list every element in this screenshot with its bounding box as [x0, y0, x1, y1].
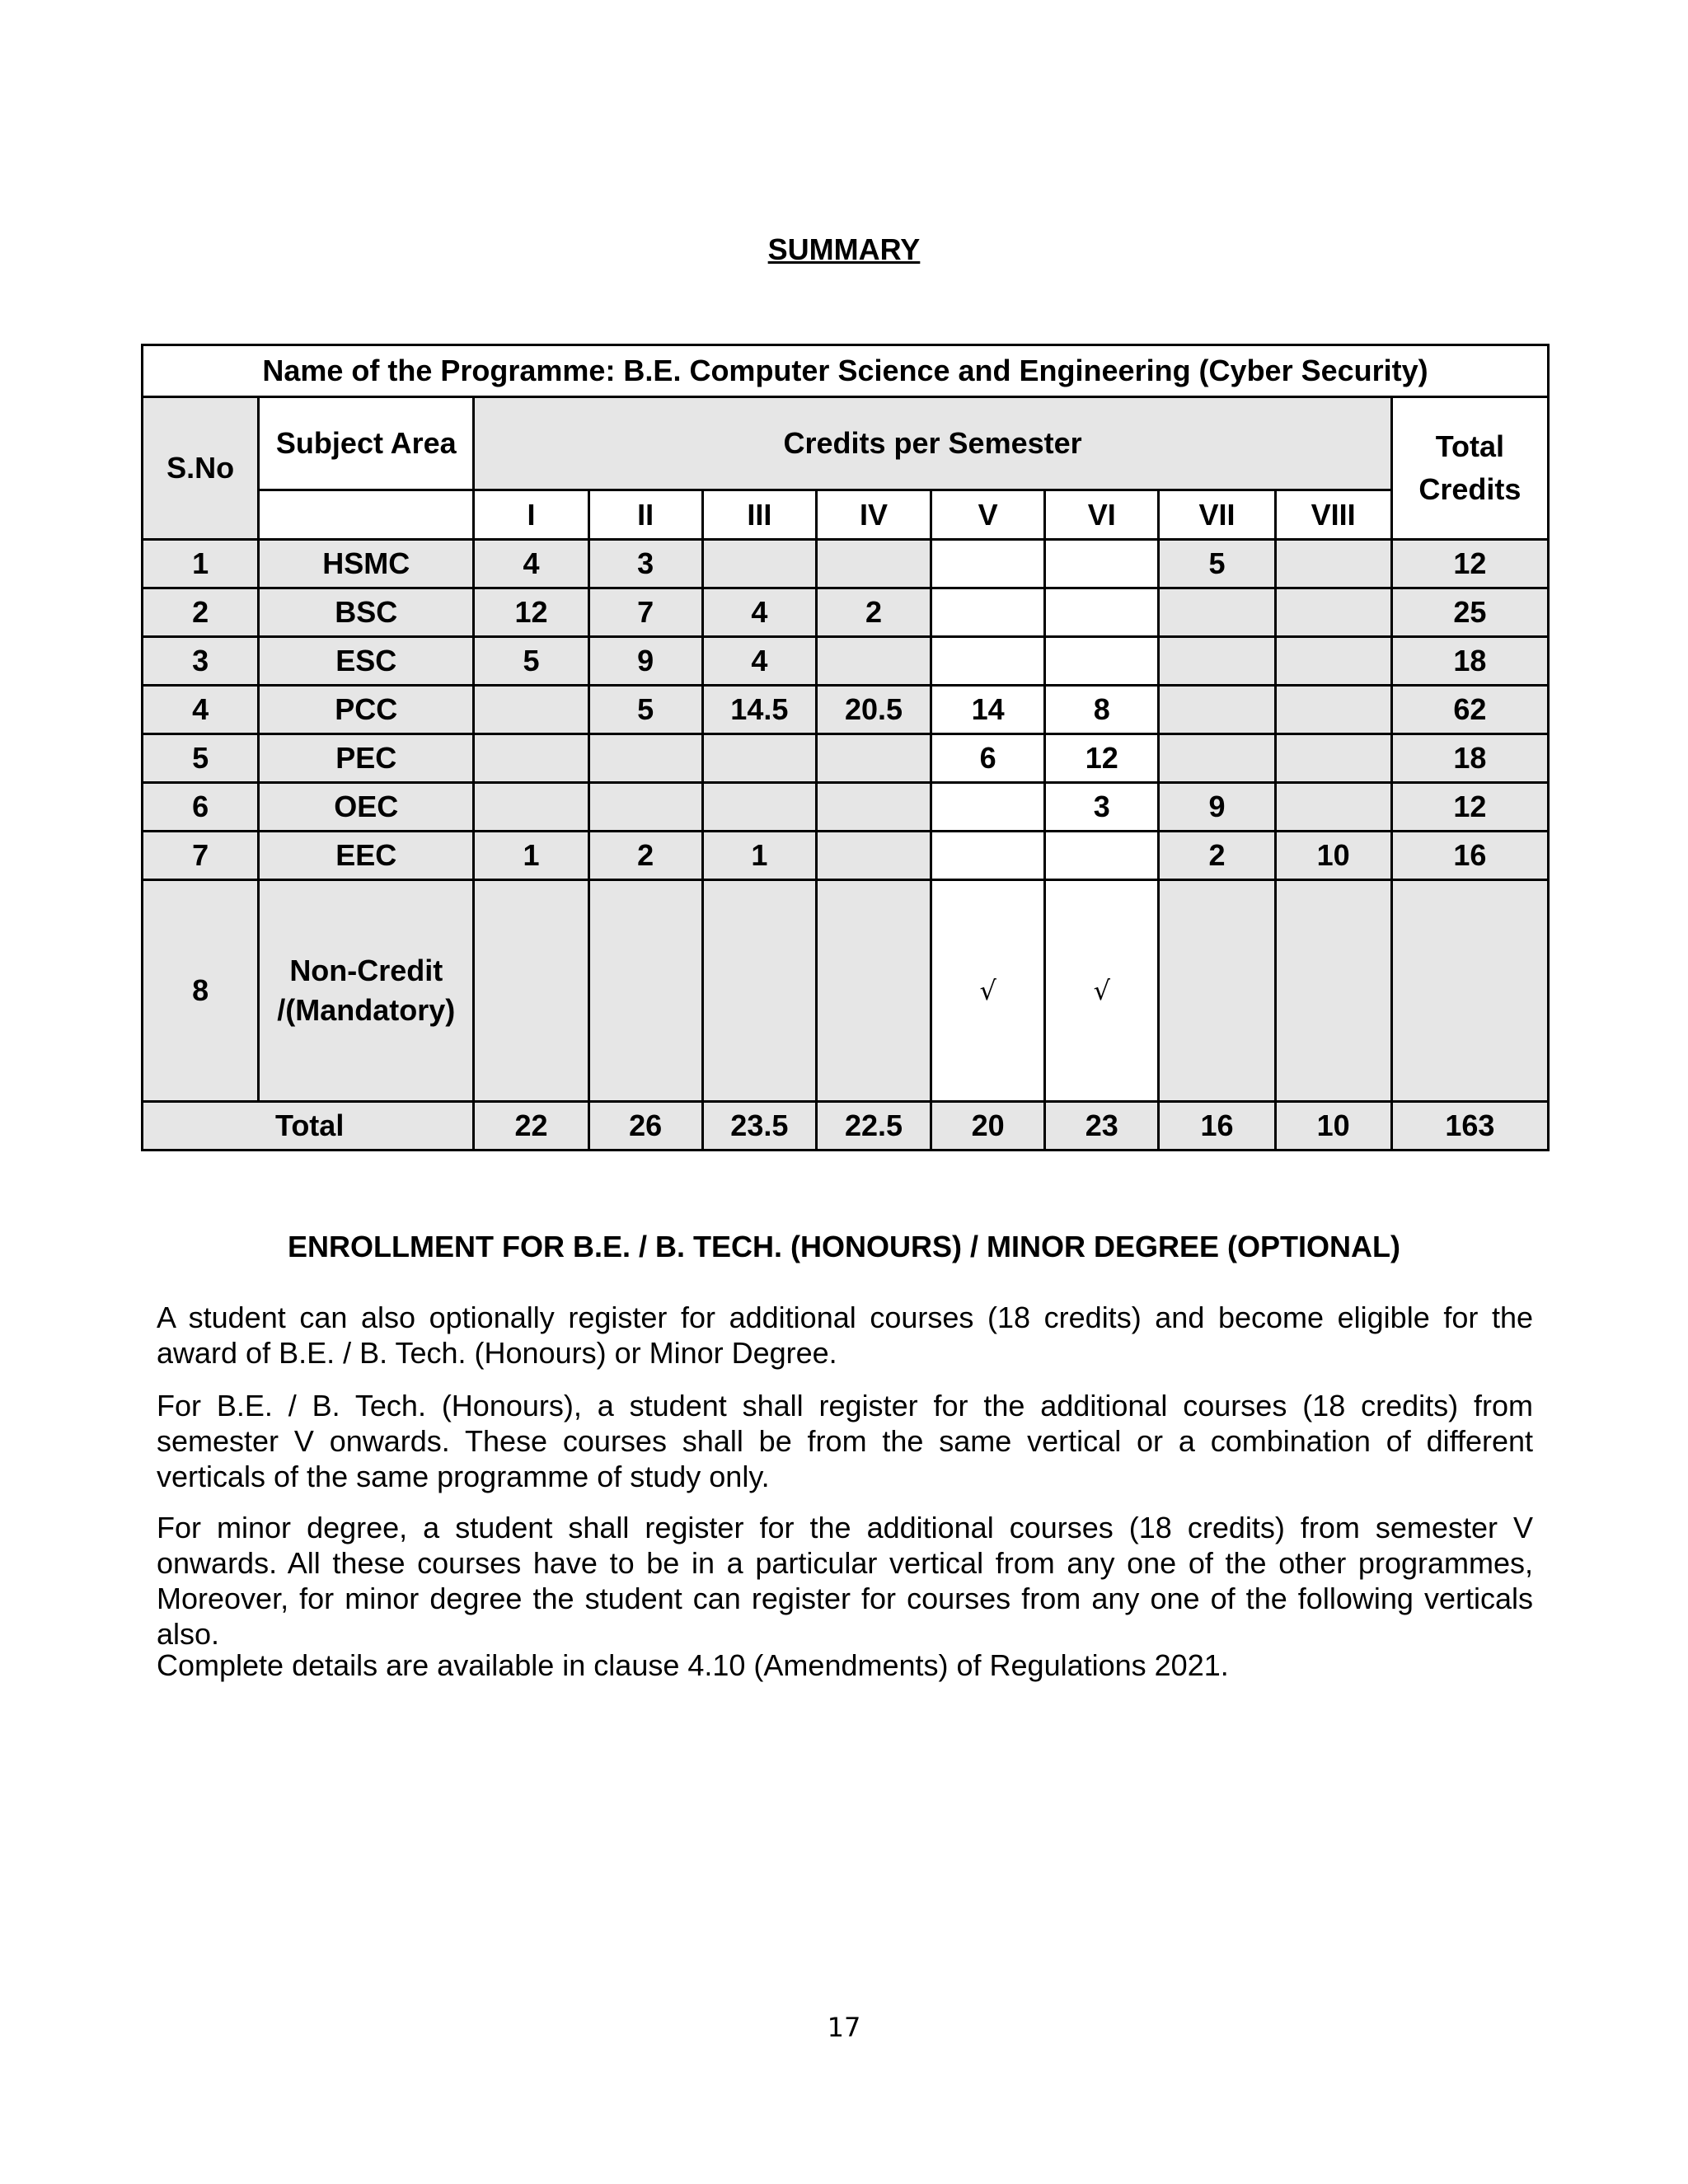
credit-cell: 3 [1045, 783, 1159, 832]
enrollment-paragraph-4: Complete details are available in clause 4.10 (Amendments) of Regulations 2021. [157, 1648, 1229, 1682]
total-row [143, 1102, 1549, 1151]
total-label: Total [143, 1102, 474, 1151]
credits-summary-table [141, 344, 1550, 1151]
credit-cell: 1 [474, 832, 588, 880]
credit-cell [1045, 832, 1159, 880]
row-total-cell: 18 [1391, 734, 1548, 783]
credit-cell [1045, 540, 1159, 588]
credit-cell [1159, 588, 1275, 637]
row-total-cell: 18 [1391, 637, 1548, 686]
credit-cell [1159, 734, 1275, 783]
credit-cell: 5 [1159, 540, 1275, 588]
credit-cell [474, 783, 588, 832]
credit-cell [588, 880, 702, 1102]
subject-area-header: Subject Area [259, 397, 474, 490]
credits-per-semester-header: Credits per Semester [474, 397, 1391, 490]
total-credits-header: Total Credits [1391, 397, 1548, 540]
subject-area-cell: EEC [259, 832, 474, 880]
subject-area-cell: PEC [259, 734, 474, 783]
semester-header: I [474, 490, 588, 540]
semester-total-cell: 26 [588, 1102, 702, 1151]
credit-cell: 9 [1159, 783, 1275, 832]
sno-cell: 5 [143, 734, 259, 783]
table-row [143, 880, 1549, 1102]
credit-cell [816, 637, 931, 686]
credit-cell: 12 [474, 588, 588, 637]
sno-cell: 4 [143, 686, 259, 734]
row-total-cell [1391, 880, 1548, 1102]
credit-cell: 3 [588, 540, 702, 588]
credit-cell: 6 [931, 734, 1045, 783]
semester-header: VII [1159, 490, 1275, 540]
sno-cell: 8 [143, 880, 259, 1102]
semester-total-cell: 22 [474, 1102, 588, 1151]
credit-cell [1275, 540, 1391, 588]
row-total-cell: 62 [1391, 686, 1548, 734]
credit-cell: √ [931, 880, 1045, 1102]
credit-cell [1275, 783, 1391, 832]
sno-cell: 3 [143, 637, 259, 686]
credit-cell [1275, 686, 1391, 734]
table-row [143, 540, 1549, 588]
credit-cell [588, 783, 702, 832]
sno-header: S.No [143, 397, 259, 540]
credit-cell: 14.5 [702, 686, 816, 734]
subject-area-cell: ESC [259, 637, 474, 686]
semester-total-cell: 20 [931, 1102, 1045, 1151]
credit-cell: 12 [1045, 734, 1159, 783]
credit-cell: 5 [474, 637, 588, 686]
credit-cell [816, 783, 931, 832]
semester-header: III [702, 490, 816, 540]
credit-cell [816, 880, 931, 1102]
page-title: SUMMARY [767, 232, 921, 266]
grand-total-cell: 163 [1391, 1102, 1548, 1151]
credit-cell: 1 [702, 832, 816, 880]
credit-cell: 20.5 [816, 686, 931, 734]
table-row [143, 686, 1549, 734]
credit-cell: 5 [588, 686, 702, 734]
subject-area-cell: BSC [259, 588, 474, 637]
credit-cell [931, 832, 1045, 880]
table-row [143, 832, 1549, 880]
semester-header: VIII [1275, 490, 1391, 540]
semester-header: VI [1045, 490, 1159, 540]
credit-cell: 14 [931, 686, 1045, 734]
table-row [143, 734, 1549, 783]
subject-area-subheader [259, 490, 474, 540]
semester-total-cell: 23.5 [702, 1102, 816, 1151]
credit-cell [474, 880, 588, 1102]
credit-cell: 2 [588, 832, 702, 880]
table-row [143, 588, 1549, 637]
credit-cell [1275, 588, 1391, 637]
sno-cell: 1 [143, 540, 259, 588]
semester-total-cell: 23 [1045, 1102, 1159, 1151]
credit-cell [588, 734, 702, 783]
table-row [143, 783, 1549, 832]
semester-header: II [588, 490, 702, 540]
subject-area-cell: PCC [259, 686, 474, 734]
credit-cell [1159, 637, 1275, 686]
sno-cell: 2 [143, 588, 259, 637]
credit-cell: 10 [1275, 832, 1391, 880]
credit-cell [816, 540, 931, 588]
enrollment-heading: ENROLLMENT FOR B.E. / B. TECH. (HONOURS) / MINOR DEGREE (OPTIONAL) [288, 1230, 1400, 1263]
row-total-cell: 16 [1391, 832, 1548, 880]
credit-cell [931, 783, 1045, 832]
credit-cell [702, 880, 816, 1102]
programme-name: Name of the Programme: B.E. Computer Science and Engineering (Cyber Security) [143, 345, 1549, 397]
semester-total-cell: 22.5 [816, 1102, 931, 1151]
credit-cell: 4 [702, 588, 816, 637]
subject-area-cell: OEC [259, 783, 474, 832]
subject-area-cell: HSMC [259, 540, 474, 588]
credit-cell: 4 [474, 540, 588, 588]
credit-cell [816, 734, 931, 783]
semester-header: IV [816, 490, 931, 540]
credit-cell [816, 832, 931, 880]
credit-cell: 8 [1045, 686, 1159, 734]
credit-cell [931, 588, 1045, 637]
sno-cell: 6 [143, 783, 259, 832]
credit-cell [1275, 734, 1391, 783]
credit-cell: √ [1045, 880, 1159, 1102]
credit-cell [1045, 637, 1159, 686]
credit-cell [1275, 880, 1391, 1102]
row-total-cell: 12 [1391, 783, 1548, 832]
credit-cell [1045, 588, 1159, 637]
credit-cell [474, 734, 588, 783]
semester-header: V [931, 490, 1045, 540]
subject-area-cell: Non-Credit /(Mandatory) [259, 880, 474, 1102]
semester-total-cell: 16 [1159, 1102, 1275, 1151]
credit-cell [1275, 637, 1391, 686]
row-total-cell: 25 [1391, 588, 1548, 637]
credit-cell: 7 [588, 588, 702, 637]
sno-cell: 7 [143, 832, 259, 880]
row-total-cell: 12 [1391, 540, 1548, 588]
credit-cell: 2 [816, 588, 931, 637]
page-number: 17 [827, 2012, 861, 2043]
credit-cell [931, 637, 1045, 686]
semester-total-cell: 10 [1275, 1102, 1391, 1151]
credit-cell: 2 [1159, 832, 1275, 880]
enrollment-paragraph-1: A student can also optionally register for additional courses (18 credits) and become eligible for the award of B.E. / B. Tech. (Honours) or Minor Degree. [157, 1301, 1533, 1370]
credit-cell [474, 686, 588, 734]
credit-cell: 4 [702, 637, 816, 686]
table-row [143, 637, 1549, 686]
credit-cell [702, 540, 816, 588]
credit-cell [702, 783, 816, 832]
enrollment-paragraph-2: For B.E. / B. Tech. (Honours), a student shall register for the additional courses (18 credits) from semester V onwards. These courses shall be from the same vertical or a combination of different verticals of the same programme of study only. [157, 1389, 1533, 1493]
enrollment-paragraph-3: For minor degree, a student shall register for the additional courses (18 credits) from semester V onwards. All these courses have to be in a particular vertical from any one of the other programmes, Moreover, for minor degree the student can register for courses from any one of the following verticals also. [157, 1511, 1533, 1651]
credit-cell [1159, 880, 1275, 1102]
credit-cell [931, 540, 1045, 588]
credit-cell [1159, 686, 1275, 734]
credit-cell: 9 [588, 637, 702, 686]
credit-cell [702, 734, 816, 783]
